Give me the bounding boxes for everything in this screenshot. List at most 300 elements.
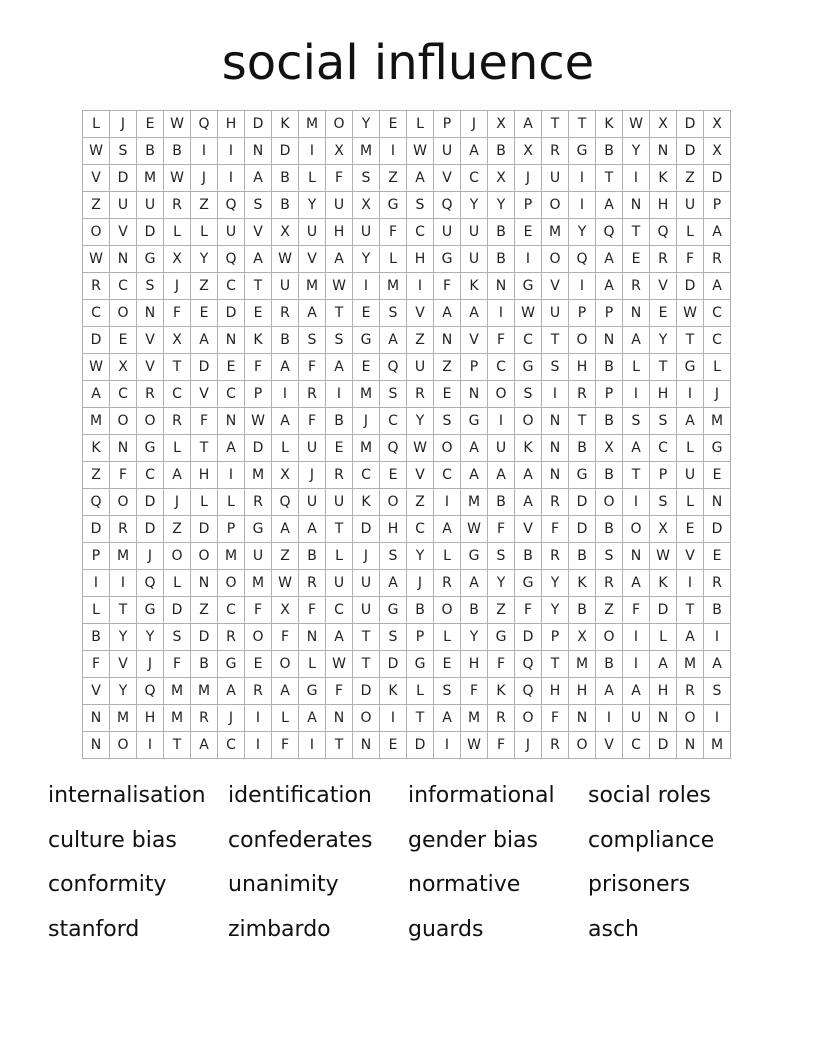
grid-cell[interactable]: M [353, 435, 380, 462]
grid-cell[interactable]: U [326, 570, 353, 597]
grid-cell[interactable]: E [623, 246, 650, 273]
grid-cell[interactable]: A [704, 273, 731, 300]
grid-cell[interactable]: J [164, 273, 191, 300]
grid-cell[interactable]: O [245, 624, 272, 651]
grid-cell[interactable]: U [353, 597, 380, 624]
grid-cell[interactable]: K [650, 570, 677, 597]
grid-cell[interactable]: P [650, 462, 677, 489]
grid-cell[interactable]: F [488, 327, 515, 354]
grid-cell[interactable]: F [164, 300, 191, 327]
grid-cell[interactable]: M [245, 570, 272, 597]
grid-cell[interactable]: C [434, 462, 461, 489]
grid-cell[interactable]: M [380, 273, 407, 300]
grid-cell[interactable]: I [596, 705, 623, 732]
grid-cell[interactable]: S [380, 300, 407, 327]
grid-cell[interactable]: A [272, 354, 299, 381]
grid-cell[interactable]: G [461, 543, 488, 570]
grid-cell[interactable]: D [407, 732, 434, 759]
grid-cell[interactable]: A [83, 381, 110, 408]
grid-cell[interactable]: V [434, 165, 461, 192]
grid-cell[interactable]: F [272, 624, 299, 651]
grid-cell[interactable]: O [110, 300, 137, 327]
grid-cell[interactable]: I [488, 300, 515, 327]
grid-cell[interactable]: A [434, 705, 461, 732]
grid-cell[interactable]: N [461, 381, 488, 408]
grid-cell[interactable]: L [191, 219, 218, 246]
grid-cell[interactable]: N [650, 138, 677, 165]
grid-cell[interactable]: C [407, 219, 434, 246]
grid-cell[interactable]: M [110, 705, 137, 732]
grid-cell[interactable]: N [137, 300, 164, 327]
grid-cell[interactable]: V [137, 354, 164, 381]
grid-cell[interactable]: Z [272, 543, 299, 570]
grid-cell[interactable]: A [704, 651, 731, 678]
grid-cell[interactable]: G [569, 462, 596, 489]
grid-cell[interactable]: V [596, 732, 623, 759]
grid-cell[interactable]: T [569, 111, 596, 138]
grid-cell[interactable]: L [704, 354, 731, 381]
grid-cell[interactable]: Y [542, 570, 569, 597]
grid-cell[interactable]: A [245, 246, 272, 273]
grid-cell[interactable]: T [164, 732, 191, 759]
grid-cell[interactable]: U [542, 300, 569, 327]
grid-cell[interactable]: X [272, 219, 299, 246]
grid-cell[interactable]: D [704, 516, 731, 543]
grid-cell[interactable]: F [299, 354, 326, 381]
grid-cell[interactable]: C [218, 732, 245, 759]
grid-cell[interactable]: A [596, 192, 623, 219]
grid-cell[interactable]: C [110, 273, 137, 300]
grid-cell[interactable]: D [83, 516, 110, 543]
grid-cell[interactable]: A [407, 165, 434, 192]
grid-cell[interactable]: J [353, 408, 380, 435]
grid-cell[interactable]: I [623, 489, 650, 516]
grid-cell[interactable]: B [596, 354, 623, 381]
grid-cell[interactable]: L [218, 489, 245, 516]
grid-cell[interactable]: Y [623, 138, 650, 165]
grid-cell[interactable]: C [137, 462, 164, 489]
grid-cell[interactable]: N [623, 192, 650, 219]
grid-cell[interactable]: T [677, 597, 704, 624]
grid-cell[interactable]: S [353, 165, 380, 192]
grid-cell[interactable]: P [569, 300, 596, 327]
grid-cell[interactable]: T [623, 219, 650, 246]
grid-cell[interactable]: O [542, 192, 569, 219]
grid-cell[interactable]: A [461, 462, 488, 489]
grid-cell[interactable]: R [326, 462, 353, 489]
grid-cell[interactable]: L [677, 435, 704, 462]
grid-cell[interactable]: R [704, 246, 731, 273]
grid-cell[interactable]: X [650, 516, 677, 543]
grid-cell[interactable]: R [542, 543, 569, 570]
grid-cell[interactable]: A [623, 435, 650, 462]
grid-cell[interactable]: I [488, 408, 515, 435]
grid-cell[interactable]: B [488, 246, 515, 273]
grid-cell[interactable]: A [677, 408, 704, 435]
grid-cell[interactable]: B [596, 408, 623, 435]
grid-cell[interactable]: T [650, 354, 677, 381]
grid-cell[interactable]: L [407, 678, 434, 705]
grid-cell[interactable]: S [407, 192, 434, 219]
grid-cell[interactable]: M [542, 219, 569, 246]
grid-cell[interactable]: B [272, 192, 299, 219]
grid-cell[interactable]: O [542, 246, 569, 273]
grid-cell[interactable]: W [515, 300, 542, 327]
grid-cell[interactable]: O [488, 381, 515, 408]
grid-cell[interactable]: T [353, 651, 380, 678]
grid-cell[interactable]: H [380, 516, 407, 543]
grid-cell[interactable]: W [272, 570, 299, 597]
grid-cell[interactable]: P [218, 516, 245, 543]
grid-cell[interactable]: X [353, 192, 380, 219]
grid-cell[interactable]: L [83, 111, 110, 138]
grid-cell[interactable]: T [191, 435, 218, 462]
grid-cell[interactable]: T [326, 516, 353, 543]
grid-cell[interactable]: Z [191, 273, 218, 300]
grid-cell[interactable]: H [569, 354, 596, 381]
grid-cell[interactable]: U [299, 489, 326, 516]
grid-cell[interactable]: N [677, 732, 704, 759]
grid-cell[interactable]: L [164, 435, 191, 462]
grid-cell[interactable]: I [677, 570, 704, 597]
grid-cell[interactable]: S [434, 678, 461, 705]
grid-cell[interactable]: D [137, 219, 164, 246]
grid-cell[interactable]: C [650, 435, 677, 462]
grid-cell[interactable]: L [191, 489, 218, 516]
grid-cell[interactable]: B [488, 489, 515, 516]
grid-cell[interactable]: F [164, 651, 191, 678]
grid-cell[interactable]: K [569, 570, 596, 597]
grid-cell[interactable]: B [515, 543, 542, 570]
grid-cell[interactable]: G [380, 192, 407, 219]
grid-cell[interactable]: N [704, 489, 731, 516]
grid-cell[interactable]: T [542, 651, 569, 678]
grid-cell[interactable]: A [326, 246, 353, 273]
grid-cell[interactable]: U [110, 192, 137, 219]
grid-cell[interactable]: Z [434, 354, 461, 381]
grid-cell[interactable]: F [272, 732, 299, 759]
grid-cell[interactable]: Q [515, 651, 542, 678]
grid-cell[interactable]: Q [569, 246, 596, 273]
grid-cell[interactable]: M [704, 732, 731, 759]
grid-cell[interactable]: X [488, 165, 515, 192]
grid-cell[interactable]: U [326, 489, 353, 516]
grid-cell[interactable]: Y [461, 192, 488, 219]
grid-cell[interactable]: D [380, 651, 407, 678]
grid-cell[interactable]: I [434, 489, 461, 516]
grid-cell[interactable]: O [569, 732, 596, 759]
grid-cell[interactable]: C [353, 462, 380, 489]
grid-cell[interactable]: B [83, 624, 110, 651]
grid-cell[interactable]: H [407, 246, 434, 273]
grid-cell[interactable]: P [461, 354, 488, 381]
grid-cell[interactable]: F [110, 462, 137, 489]
grid-cell[interactable]: L [434, 624, 461, 651]
grid-cell[interactable]: P [434, 111, 461, 138]
grid-cell[interactable]: A [326, 624, 353, 651]
grid-cell[interactable]: G [137, 435, 164, 462]
grid-cell[interactable]: E [110, 327, 137, 354]
grid-cell[interactable]: S [623, 408, 650, 435]
grid-cell[interactable]: P [515, 192, 542, 219]
grid-cell[interactable]: S [137, 273, 164, 300]
grid-cell[interactable]: S [380, 381, 407, 408]
grid-cell[interactable]: M [83, 408, 110, 435]
grid-cell[interactable]: I [704, 705, 731, 732]
grid-cell[interactable]: R [650, 246, 677, 273]
grid-cell[interactable]: A [272, 516, 299, 543]
grid-cell[interactable]: U [623, 705, 650, 732]
grid-cell[interactable]: B [596, 651, 623, 678]
grid-cell[interactable]: A [461, 138, 488, 165]
grid-cell[interactable]: B [596, 516, 623, 543]
grid-cell[interactable]: A [623, 327, 650, 354]
grid-cell[interactable]: H [218, 111, 245, 138]
grid-cell[interactable]: R [299, 381, 326, 408]
grid-cell[interactable]: J [110, 111, 137, 138]
grid-cell[interactable]: U [407, 354, 434, 381]
grid-cell[interactable]: Z [407, 327, 434, 354]
grid-cell[interactable]: D [515, 624, 542, 651]
grid-cell[interactable]: N [218, 408, 245, 435]
grid-cell[interactable]: A [623, 678, 650, 705]
grid-cell[interactable]: T [596, 165, 623, 192]
grid-cell[interactable]: N [623, 300, 650, 327]
grid-cell[interactable]: G [353, 327, 380, 354]
grid-cell[interactable]: M [461, 705, 488, 732]
grid-cell[interactable]: F [434, 273, 461, 300]
grid-cell[interactable]: R [110, 516, 137, 543]
grid-cell[interactable]: Q [380, 435, 407, 462]
grid-cell[interactable]: S [164, 624, 191, 651]
grid-cell[interactable]: U [488, 435, 515, 462]
grid-cell[interactable]: G [434, 246, 461, 273]
grid-cell[interactable]: L [272, 435, 299, 462]
grid-cell[interactable]: M [245, 462, 272, 489]
grid-cell[interactable]: D [569, 516, 596, 543]
grid-cell[interactable]: O [110, 489, 137, 516]
grid-cell[interactable]: E [353, 354, 380, 381]
grid-cell[interactable]: D [245, 435, 272, 462]
grid-cell[interactable]: R [623, 273, 650, 300]
grid-cell[interactable]: A [380, 327, 407, 354]
grid-cell[interactable]: Y [488, 192, 515, 219]
grid-cell[interactable]: X [704, 111, 731, 138]
grid-cell[interactable]: L [326, 543, 353, 570]
grid-cell[interactable]: G [461, 408, 488, 435]
grid-cell[interactable]: P [596, 381, 623, 408]
grid-cell[interactable]: H [542, 678, 569, 705]
grid-cell[interactable]: A [434, 300, 461, 327]
grid-cell[interactable]: J [407, 570, 434, 597]
grid-cell[interactable]: V [110, 219, 137, 246]
grid-cell[interactable]: V [542, 273, 569, 300]
grid-cell[interactable]: C [110, 381, 137, 408]
grid-cell[interactable]: A [299, 300, 326, 327]
grid-cell[interactable]: Z [407, 489, 434, 516]
grid-cell[interactable]: A [596, 273, 623, 300]
grid-cell[interactable]: O [434, 597, 461, 624]
grid-cell[interactable]: F [677, 246, 704, 273]
grid-cell[interactable]: Q [137, 678, 164, 705]
grid-cell[interactable]: S [326, 327, 353, 354]
grid-cell[interactable]: F [461, 678, 488, 705]
grid-cell[interactable]: H [650, 192, 677, 219]
grid-cell[interactable]: V [245, 219, 272, 246]
grid-cell[interactable]: F [245, 354, 272, 381]
grid-cell[interactable]: W [272, 246, 299, 273]
grid-cell[interactable]: D [218, 300, 245, 327]
grid-cell[interactable]: D [704, 165, 731, 192]
grid-cell[interactable]: I [623, 165, 650, 192]
grid-cell[interactable]: W [245, 408, 272, 435]
grid-cell[interactable]: O [164, 543, 191, 570]
grid-cell[interactable]: J [137, 651, 164, 678]
grid-cell[interactable]: A [218, 678, 245, 705]
grid-cell[interactable]: U [677, 462, 704, 489]
grid-cell[interactable]: O [623, 516, 650, 543]
grid-cell[interactable]: N [542, 408, 569, 435]
grid-cell[interactable]: I [110, 570, 137, 597]
grid-cell[interactable]: T [542, 111, 569, 138]
grid-cell[interactable]: T [353, 624, 380, 651]
grid-cell[interactable]: A [299, 705, 326, 732]
grid-cell[interactable]: O [596, 489, 623, 516]
grid-cell[interactable]: U [434, 138, 461, 165]
grid-cell[interactable]: M [110, 543, 137, 570]
grid-cell[interactable]: L [677, 489, 704, 516]
grid-cell[interactable]: S [488, 543, 515, 570]
grid-cell[interactable]: D [272, 138, 299, 165]
grid-cell[interactable]: D [677, 138, 704, 165]
grid-cell[interactable]: D [191, 516, 218, 543]
grid-cell[interactable]: A [164, 462, 191, 489]
grid-cell[interactable]: F [299, 597, 326, 624]
grid-cell[interactable]: B [461, 597, 488, 624]
grid-cell[interactable]: U [542, 165, 569, 192]
grid-cell[interactable]: I [569, 273, 596, 300]
grid-cell[interactable]: O [353, 705, 380, 732]
grid-cell[interactable]: F [488, 516, 515, 543]
grid-cell[interactable]: Y [407, 408, 434, 435]
grid-cell[interactable]: K [596, 111, 623, 138]
grid-cell[interactable]: X [488, 111, 515, 138]
grid-cell[interactable]: R [542, 732, 569, 759]
grid-cell[interactable]: M [164, 678, 191, 705]
grid-cell[interactable]: C [704, 300, 731, 327]
grid-cell[interactable]: S [299, 327, 326, 354]
grid-cell[interactable]: W [461, 516, 488, 543]
grid-cell[interactable]: U [218, 219, 245, 246]
grid-cell[interactable]: U [326, 192, 353, 219]
grid-cell[interactable]: L [299, 165, 326, 192]
grid-cell[interactable]: Y [461, 624, 488, 651]
grid-cell[interactable]: N [245, 138, 272, 165]
grid-cell[interactable]: V [407, 300, 434, 327]
grid-cell[interactable]: A [461, 435, 488, 462]
grid-cell[interactable]: S [110, 138, 137, 165]
grid-cell[interactable]: E [380, 111, 407, 138]
grid-cell[interactable]: Y [191, 246, 218, 273]
grid-cell[interactable]: J [164, 489, 191, 516]
grid-cell[interactable]: Y [110, 624, 137, 651]
grid-cell[interactable]: L [380, 246, 407, 273]
grid-cell[interactable]: B [299, 543, 326, 570]
grid-cell[interactable]: B [569, 435, 596, 462]
grid-cell[interactable]: Y [542, 597, 569, 624]
grid-cell[interactable]: Z [191, 192, 218, 219]
grid-cell[interactable]: C [218, 381, 245, 408]
grid-cell[interactable]: D [164, 597, 191, 624]
grid-cell[interactable]: V [515, 516, 542, 543]
grid-cell[interactable]: B [407, 597, 434, 624]
grid-cell[interactable]: N [299, 624, 326, 651]
grid-cell[interactable]: U [353, 219, 380, 246]
grid-cell[interactable]: I [245, 705, 272, 732]
grid-cell[interactable]: X [650, 111, 677, 138]
grid-cell[interactable]: G [407, 651, 434, 678]
grid-cell[interactable]: A [596, 678, 623, 705]
grid-cell[interactable]: Q [137, 570, 164, 597]
grid-cell[interactable]: Z [596, 597, 623, 624]
grid-cell[interactable]: U [461, 219, 488, 246]
grid-cell[interactable]: B [326, 408, 353, 435]
grid-cell[interactable]: U [434, 219, 461, 246]
grid-cell[interactable]: G [677, 354, 704, 381]
grid-cell[interactable]: R [299, 570, 326, 597]
grid-cell[interactable]: Q [596, 219, 623, 246]
grid-cell[interactable]: R [569, 381, 596, 408]
grid-cell[interactable]: F [542, 516, 569, 543]
grid-cell[interactable]: W [623, 111, 650, 138]
grid-cell[interactable]: B [704, 597, 731, 624]
grid-cell[interactable]: S [515, 381, 542, 408]
grid-cell[interactable]: L [407, 111, 434, 138]
grid-cell[interactable]: O [515, 408, 542, 435]
grid-cell[interactable]: H [569, 678, 596, 705]
grid-cell[interactable]: T [245, 273, 272, 300]
grid-cell[interactable]: T [542, 327, 569, 354]
grid-cell[interactable]: R [434, 570, 461, 597]
grid-cell[interactable]: M [569, 651, 596, 678]
grid-cell[interactable]: A [488, 462, 515, 489]
grid-cell[interactable]: O [677, 705, 704, 732]
grid-cell[interactable]: J [218, 705, 245, 732]
grid-cell[interactable]: C [407, 516, 434, 543]
grid-cell[interactable]: A [380, 570, 407, 597]
grid-cell[interactable]: M [218, 543, 245, 570]
grid-cell[interactable]: W [677, 300, 704, 327]
grid-cell[interactable]: M [299, 111, 326, 138]
grid-cell[interactable]: W [164, 111, 191, 138]
grid-cell[interactable]: M [677, 651, 704, 678]
grid-cell[interactable]: K [488, 678, 515, 705]
grid-cell[interactable]: O [110, 732, 137, 759]
grid-cell[interactable]: M [704, 408, 731, 435]
grid-cell[interactable]: I [83, 570, 110, 597]
grid-cell[interactable]: J [137, 543, 164, 570]
grid-cell[interactable]: V [191, 381, 218, 408]
grid-cell[interactable]: G [299, 678, 326, 705]
grid-cell[interactable]: I [569, 165, 596, 192]
grid-cell[interactable]: T [677, 327, 704, 354]
grid-cell[interactable]: Y [650, 327, 677, 354]
grid-cell[interactable]: A [434, 516, 461, 543]
grid-cell[interactable]: N [650, 705, 677, 732]
grid-cell[interactable]: E [515, 219, 542, 246]
grid-cell[interactable]: E [218, 354, 245, 381]
grid-cell[interactable]: A [326, 354, 353, 381]
